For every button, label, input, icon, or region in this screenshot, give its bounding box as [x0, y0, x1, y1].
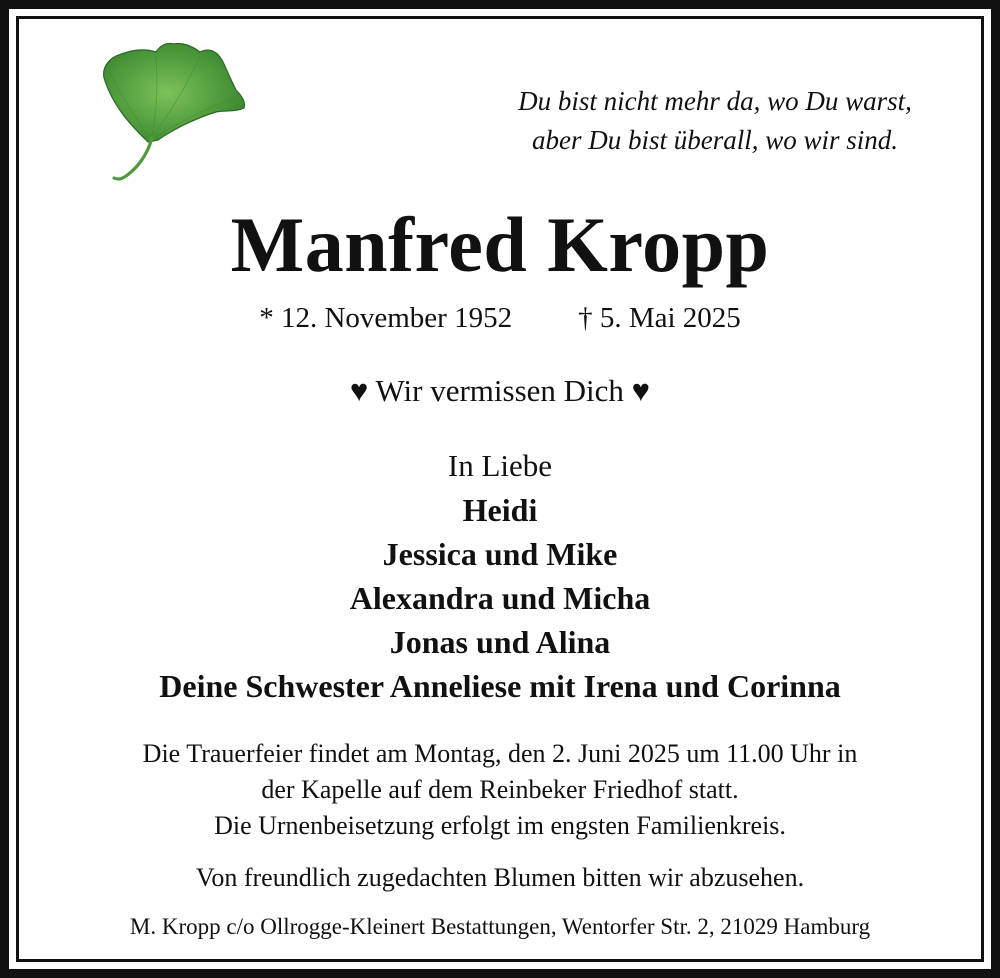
notice-line-1: Die Trauerfeier findet am Montag, den 2. Juni 2025 um 11.00 Uhr in — [142, 739, 858, 768]
quote-line-2: aber Du bist überall, wo wir sind. — [531, 125, 899, 155]
motto: ♥ Wir vermissen Dich ♥ — [349, 373, 651, 408]
mourner-name: Jessica und Mike — [382, 536, 618, 572]
funeral-notice — [0, 736, 1000, 844]
mourner-name: Jonas und Alina — [389, 624, 611, 660]
life-dates — [0, 298, 1000, 338]
mourners-list — [0, 444, 1000, 708]
death-date: † 5. Mai 2025 — [578, 302, 741, 334]
mourners-intro: In Liebe — [447, 448, 553, 483]
quote-line-1: Du bist nicht mehr da, wo Du warst, — [518, 86, 912, 116]
notice-line-3: Die Urnenbeisetzung erfolgt im engsten Familienkreis. — [214, 811, 786, 840]
flowers-note: Von freundlich zugedachten Blumen bitten wir abzusehen. — [195, 863, 805, 892]
mourner-name: Deine Schwester Anneliese mit Irena und Corinna — [159, 668, 841, 704]
mourner-name: Alexandra und Micha — [349, 580, 651, 616]
contact-address: M. Kropp c/o Ollrogge-Kleinert Bestattungen, Wentorfer Str. 2, 21029 Hamburg — [129, 914, 871, 939]
notice-line-2: der Kapelle auf dem Reinbeker Friedhof statt. — [261, 775, 739, 804]
deceased-name: Manfred Kropp — [230, 201, 770, 288]
quote — [470, 82, 960, 160]
ginkgo-leaf-icon — [96, 38, 256, 188]
mourner-name: Heidi — [462, 492, 538, 528]
birth-date: * 12. November 1952 — [259, 302, 513, 334]
